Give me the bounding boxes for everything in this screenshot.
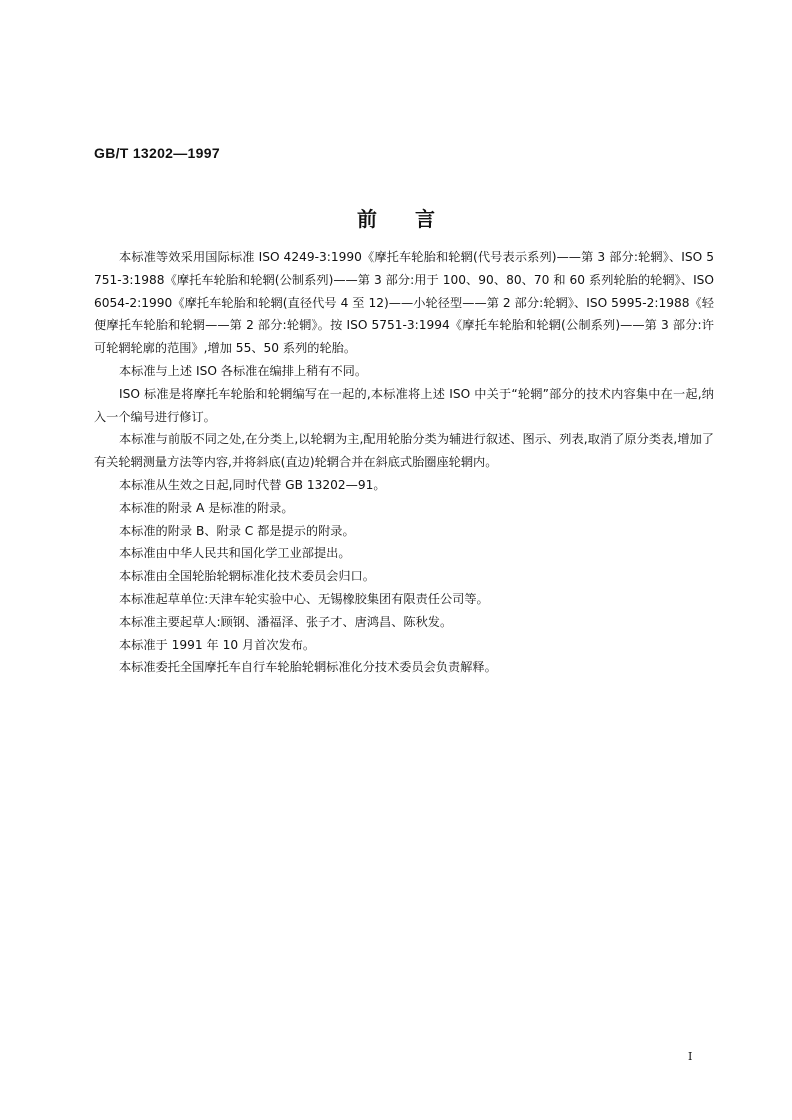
- paragraph-interpretation: 本标准委托全国摩托车自行车轮胎轮辋标准化分技术委员会负责解释。: [119, 660, 497, 675]
- page-title: 前言: [357, 207, 473, 231]
- paragraph-adoption: 本标准等效采用国际标准 ISO 4249-3:1990《摩托车轮胎和轮辋(代号表示系列)——第 3 部分:轮辋》、ISO 5751-3:1988《摩托车轮胎和轮辋(公制系列)——第 3 部分:用于 100、90、80、70 和 60 系列轮胎的轮辋》、ISO 6054-2:1990《摩托车轮胎和轮辋(直径代号 4 至 12)——小轮径型——第 2 部分:轮辋》、ISO 5995-2:1988《轻便摩托车轮胎和轮辋——第 2 部分:轮辋》。按 ISO 5751-3:1994《摩托车轮胎和轮辋(公制系列)——第 3 部分:许可轮辋轮廓的范围》,增加 55、50 系列的轮胎。: [94, 250, 714, 356]
- paragraph-annex-bc: 本标准的附录 B、附录 C 都是提示的附录。: [119, 523, 355, 538]
- paragraph-drafters: 本标准主要起草人:顾钢、潘福泽、张子才、唐鸿昌、陈秋发。: [119, 614, 453, 629]
- paragraph-centralized-by: 本标准由全国轮胎轮辋标准化技术委员会归口。: [119, 569, 375, 584]
- foreword-body: [94, 246, 714, 679]
- paragraph-proposed-by: 本标准由中华人民共和国化学工业部提出。: [119, 546, 351, 561]
- paragraph-replaces: 本标准从生效之日起,同时代替 GB 13202—91。: [119, 477, 386, 492]
- paragraph-changes: 本标准与前版不同之处,在分类上,以轮辋为主,配用轮胎分类为辅进行叙述、图示、列表,取消了原分类表,增加了有关轮辋测量方法等内容,并将斜底(直边)轮辋合并在斜底式胎圈座轮辋内。: [94, 432, 714, 470]
- paragraph-annex-a: 本标准的附录 A 是标准的附录。: [119, 500, 294, 515]
- standard-number: GB/T 13202—1997: [94, 145, 220, 161]
- page-number: I: [688, 1050, 693, 1063]
- paragraph-iso-scope: ISO 标准是将摩托车轮胎和轮辋编写在一起的,本标准将上述 ISO 中关于“轮辋”部分的技术内容集中在一起,纳入一个编号进行修订。: [94, 386, 714, 424]
- paragraph-layout-difference: 本标准与上述 ISO 各标准在编排上稍有不同。: [119, 363, 368, 378]
- paragraph-drafting-units: 本标准起草单位:天津车轮实验中心、无锡橡胶集团有限责任公司等。: [119, 591, 489, 606]
- paragraph-first-issued: 本标准于 1991 年 10 月首次发布。: [119, 637, 316, 652]
